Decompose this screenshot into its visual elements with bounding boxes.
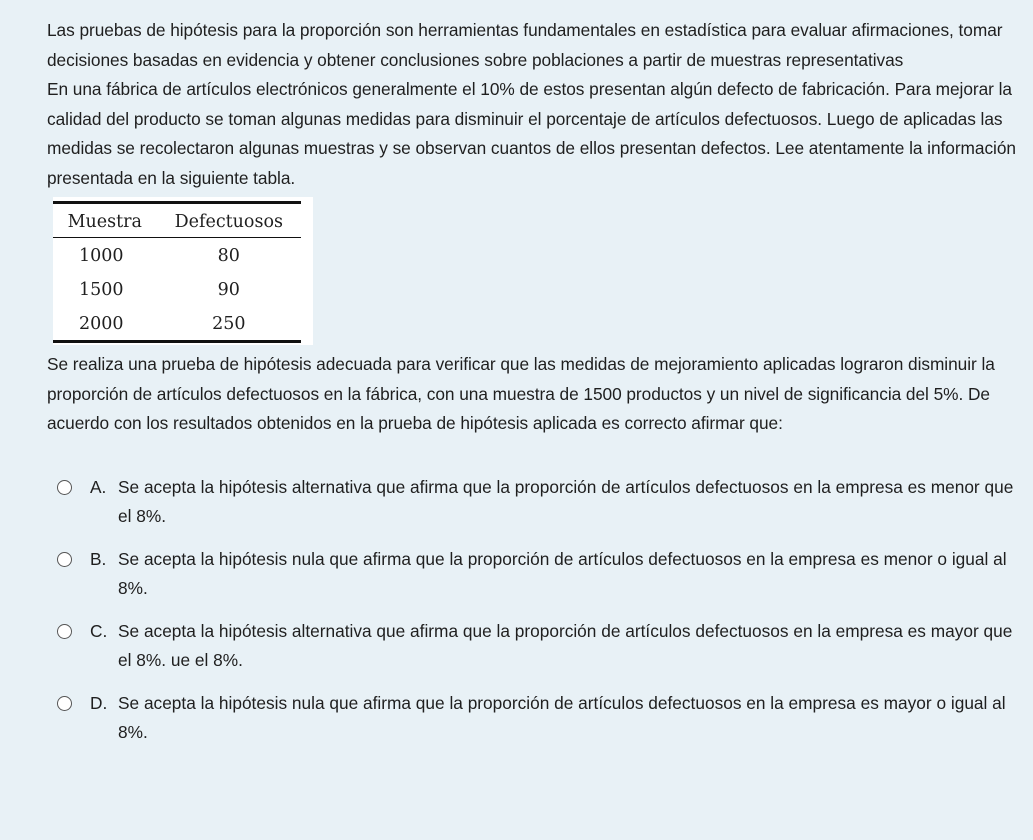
data-table [53,201,301,343]
radio-button-b[interactable] [57,552,72,567]
option-c[interactable] [57,617,1023,676]
option-text: Se acepta la hipótesis nula que afirma que la proporción de artículos defectuosos en la empresa es menor o igual al 8%. [118,548,1007,598]
table-header-row [53,203,301,238]
option-letter: A. [90,476,107,497]
context-paragraph: En una fábrica de artículos electrónicos generalmente el 10% de estos presentan algún defecto de fabricación. Para mejorar la calidad del producto se toman algunas medidas para disminuir el porcentaje de artículos defectuosos. Luego de aplicadas las medidas se recolectaron algunas muestras y se observan cuantos de ellos presentan defectos. Lee atentamente la información presentada en la siguiente tabla. [47,79,1016,188]
cell-muestra: 2000 [79,313,124,334]
cell-defectuosos: 90 [217,279,240,300]
header-defectuosos: Defectuosos [174,212,283,232]
question-text: Se realiza una prueba de hipótesis adecuada para verificar que las medidas de mejoramiento aplicadas lograron disminuir la proporción de artículos defectuosos en la fábrica, con una muestra de 1500 productos y un nivel de significancia del 5%. De acuerdo con los resultados obtenidos en la prueba de hipótesis aplicada es correcto afirmar que: [47,354,995,433]
option-letter: B. [90,548,107,569]
intro-paragraph: Las pruebas de hipótesis para la proporción son herramientas fundamentales en estadística para evaluar afirmaciones, tomar decisiones basadas en evidencia y obtener conclusiones sobre poblaciones a partir de muestras representativas [47,20,1003,70]
data-table-container [53,197,313,345]
option-text: Se acepta la hipótesis alternativa que afirma que la proporción de artículos defectuosos en la empresa es mayor que el 8%. ue el 8%. [118,620,1013,670]
option-d[interactable] [57,689,1023,748]
option-letter: C. [90,620,108,641]
answer-options [47,473,1023,748]
option-b[interactable] [57,545,1023,604]
option-text: Se acepta la hipótesis alternativa que afirma que la proporción de artículos defectuosos en la empresa es menor que el 8%. [118,476,1014,526]
cell-defectuosos: 80 [217,245,240,266]
table-row [53,272,301,306]
option-a[interactable] [57,473,1023,532]
cell-defectuosos: 250 [212,313,246,334]
table-row [53,238,301,273]
cell-muestra: 1000 [79,245,124,266]
radio-button-a[interactable] [57,480,72,495]
header-muestra: Muestra [67,212,142,232]
radio-button-c[interactable] [57,624,72,639]
option-letter: D. [90,692,108,713]
radio-button-d[interactable] [57,696,72,711]
option-text: Se acepta la hipótesis nula que afirma que la proporción de artículos defectuosos en la empresa es mayor o igual al 8%. [118,692,1006,742]
cell-muestra: 1500 [79,279,124,300]
table-row [53,306,301,342]
